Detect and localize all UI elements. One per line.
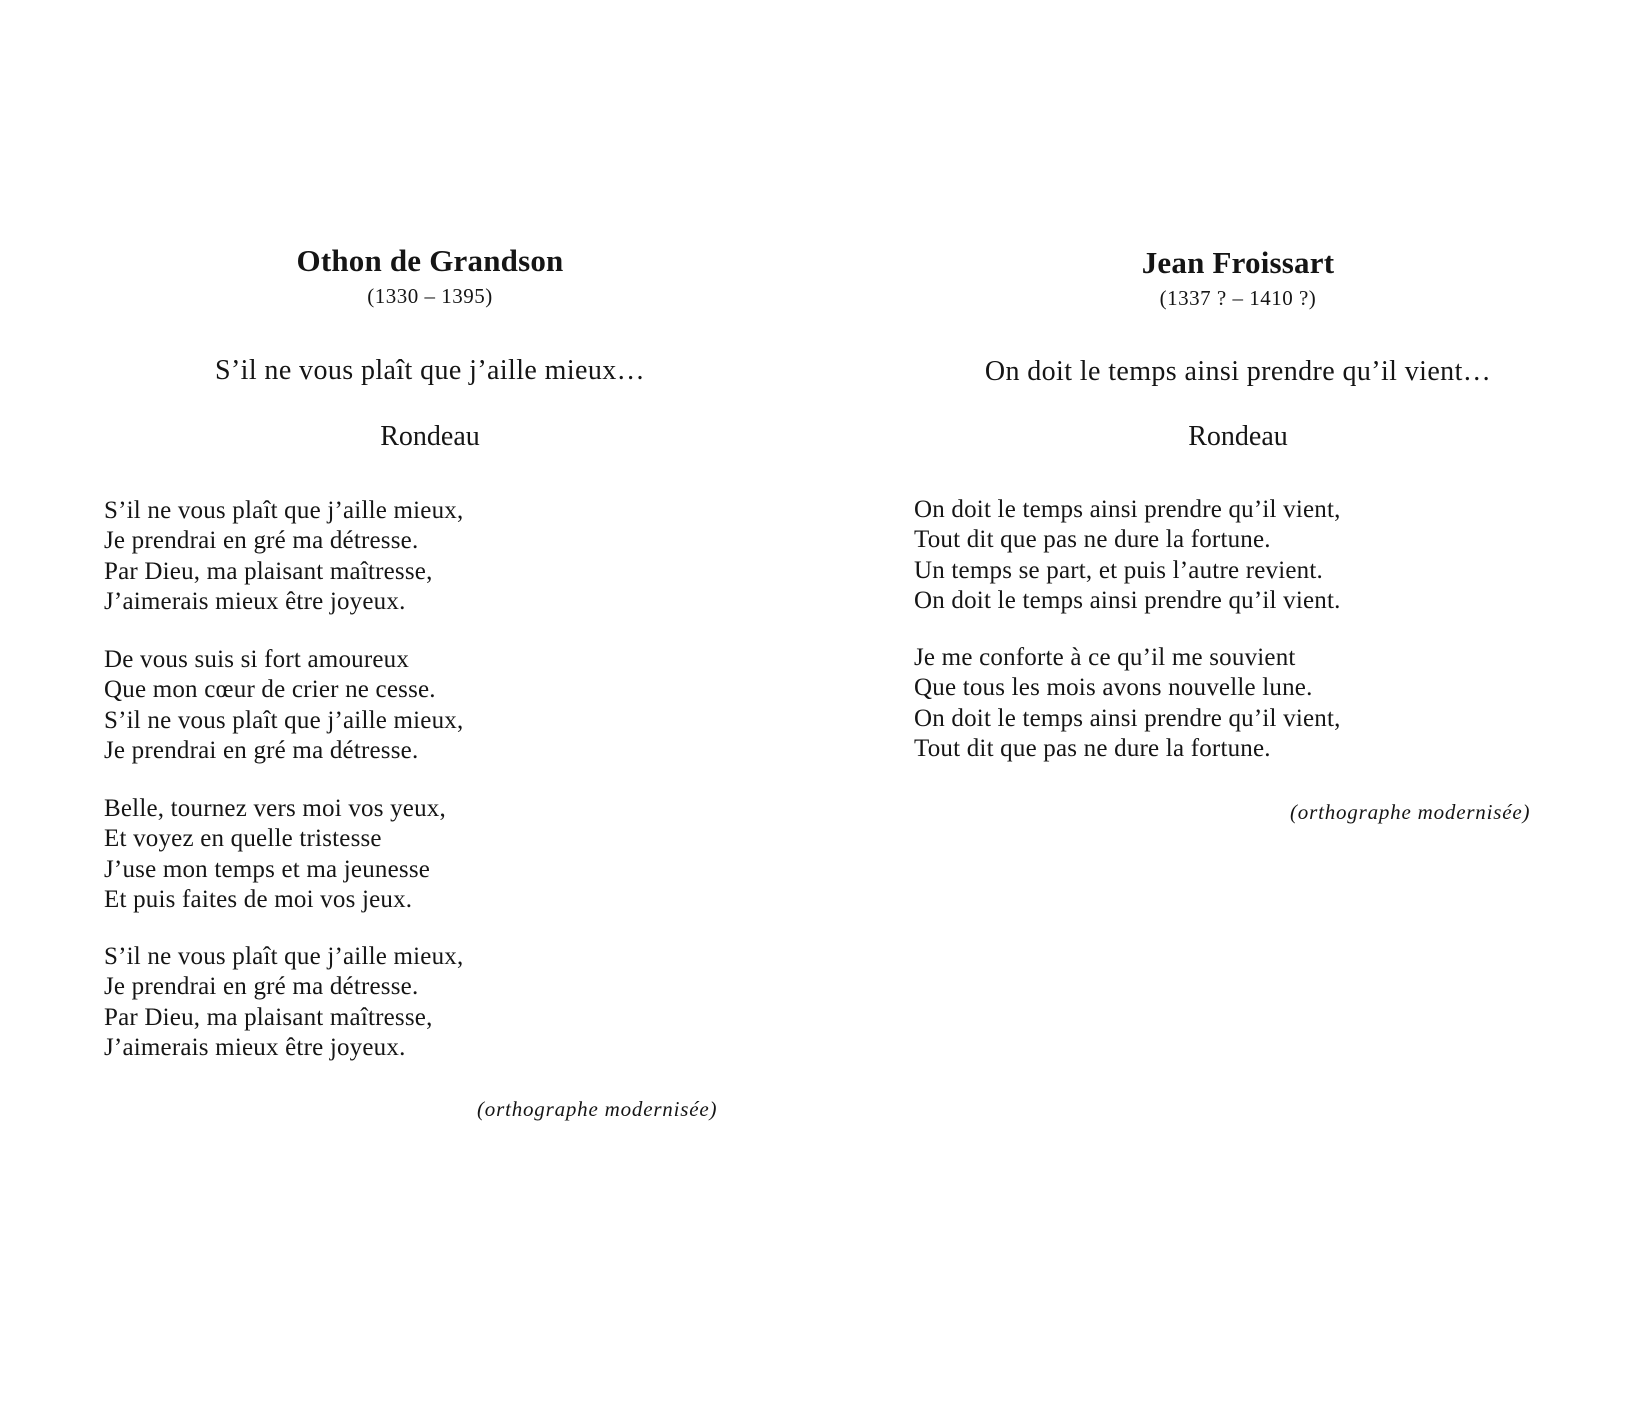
verse-line: Je prendrai en gré ma détresse. [104, 527, 419, 555]
verse-line: Je prendrai en gré ma détresse. [104, 736, 419, 764]
verse-line: Et voyez en quelle tristesse [104, 825, 382, 853]
right-author-dates: (1337 ? – 1410 ?) [1159, 286, 1317, 310]
verse-line: Que tous les mois avons nouvelle lune. [914, 674, 1313, 702]
verse-line: Je me conforte à ce qu’il me souvient [914, 644, 1296, 671]
right-spelling-note: (orthographe modernisée) [1290, 800, 1531, 824]
verse-line: Un temps se part, et puis l’autre revient. [914, 556, 1323, 584]
left-stanza-1 [104, 496, 463, 617]
verse-line: Et puis faites de moi vos jeux. [104, 885, 413, 913]
verse-line: De vous suis si fort amoureux [104, 646, 410, 673]
verse-line: Que mon cœur de crier ne cesse. [104, 676, 436, 704]
left-stanza-4 [104, 942, 463, 1063]
verse-line: Je prendrai en gré ma détresse. [104, 973, 419, 1001]
right-author-name: Jean Froissart [1141, 245, 1335, 280]
verse-line: J’use mon temps et ma jeunesse [104, 855, 431, 883]
left-stanza-2 [104, 645, 463, 766]
verse-line: On doit le temps ainsi prendre qu’il vient, [914, 496, 1341, 523]
right-page [825, 0, 1650, 1412]
left-author-dates: (1330 – 1395) [367, 284, 493, 308]
verse-line: On doit le temps ainsi prendre qu’il vient. [914, 586, 1341, 614]
right-poem-incipit: On doit le temps ainsi prendre qu’il vient… [984, 356, 1492, 387]
left-poem-incipit: S’il ne vous plaît que j’aille mieux… [214, 355, 646, 386]
verse-line: Par Dieu, ma plaisant maîtresse, [104, 557, 433, 585]
verse-line: Belle, tournez vers moi vos yeux, [104, 795, 446, 822]
left-author-name: Othon de Grandson [296, 243, 564, 278]
verse-line: Tout dit que pas ne dure la fortune. [914, 734, 1271, 762]
right-poem-form: Rondeau [1188, 421, 1288, 452]
right-stanza-1 [914, 495, 1341, 616]
verse-line: On doit le temps ainsi prendre qu’il vient, [914, 704, 1341, 732]
left-spelling-note: (orthographe modernisée) [477, 1097, 718, 1121]
verse-line: S’il ne vous plaît que j’aille mieux, [104, 943, 464, 970]
verse-line: S’il ne vous plaît que j’aille mieux, [104, 497, 464, 524]
left-stanza-3 [104, 794, 446, 915]
verse-line: J’aimerais mieux être joyeux. [104, 1033, 406, 1061]
left-poem-form: Rondeau [380, 421, 480, 452]
verse-line: Par Dieu, ma plaisant maîtresse, [104, 1003, 433, 1031]
verse-line: S’il ne vous plaît que j’aille mieux, [104, 706, 464, 734]
verse-line: J’aimerais mieux être joyeux. [104, 587, 406, 615]
right-stanza-2 [914, 643, 1341, 764]
verse-line: Tout dit que pas ne dure la fortune. [914, 526, 1271, 554]
